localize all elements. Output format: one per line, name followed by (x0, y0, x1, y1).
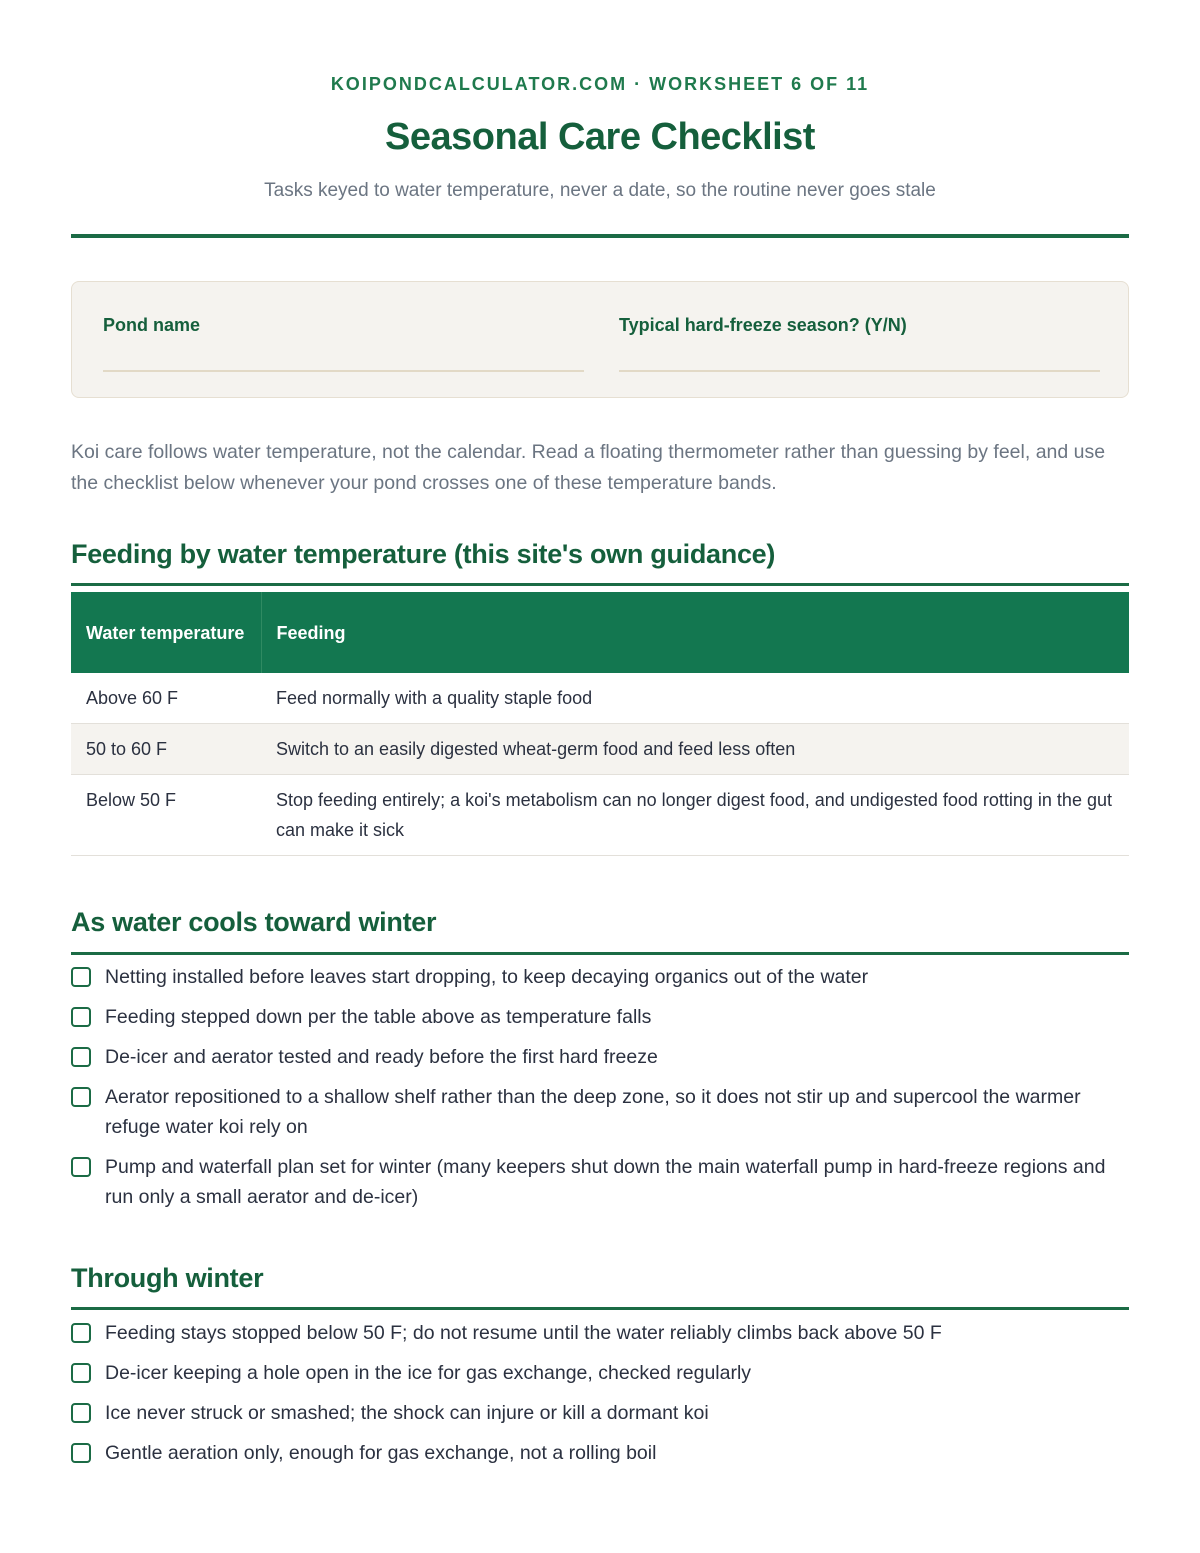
table-row (71, 673, 1129, 724)
cooling-checklist (71, 962, 1129, 1222)
site-worksheet-label: KOIPONDCALCULATOR.COM · WORKSHEET 6 OF 11 (330, 74, 870, 94)
checklist-item[interactable] (71, 1082, 1129, 1142)
feeding-cell: Stop feeding entirely; a koi's metabolism can no longer digest food, and undigested food rotting in the gut can make it sick (261, 775, 1129, 856)
feeding-cell: Feed normally with a quality staple food (261, 673, 1129, 724)
feeding-section-title: Feeding by water temperature (this site's own guidance) (71, 539, 776, 569)
checklist-item[interactable] (71, 1318, 1129, 1348)
hard-freeze-input-line[interactable] (619, 370, 1100, 372)
page-title: Seasonal Care Checklist (385, 116, 815, 158)
winter-checklist (71, 1318, 1129, 1478)
checklist-item-text: De-icer and aerator tested and ready before the first hard freeze (105, 1046, 658, 1068)
column-header-temperature: Water temperature (71, 592, 261, 673)
temperature-cell: 50 to 60 F (71, 724, 261, 775)
table-row (71, 724, 1129, 775)
temperature-cell: Below 50 F (71, 775, 261, 856)
checkbox[interactable] (71, 1443, 91, 1463)
feeding-cell: Switch to an easily digested wheat-germ food and feed less often (261, 724, 1129, 775)
hard-freeze-field[interactable] (619, 315, 1100, 372)
checkbox[interactable] (71, 1047, 91, 1067)
checklist-item[interactable] (71, 1398, 1129, 1428)
feeding-table (71, 592, 1129, 856)
checklist-item[interactable] (71, 1438, 1129, 1468)
checklist-item-text: Feeding stays stopped below 50 F; do not resume until the water reliably climbs back above 50 F (105, 1322, 942, 1344)
checkbox[interactable] (71, 967, 91, 987)
cooling-section-title: As water cools toward winter (71, 907, 437, 937)
winter-section-title: Through winter (71, 1263, 264, 1293)
cooling-section-divider (71, 952, 1129, 955)
checklist-item-text: Aerator repositioned to a shallow shelf rather than the deep zone, so it does not stir up and supercool the warmer refuge water koi rely on (105, 1086, 1081, 1138)
hard-freeze-label: Typical hard-freeze season? (Y/N) (619, 315, 907, 335)
winter-section-divider (71, 1307, 1129, 1310)
checklist-item-text: De-icer keeping a hole open in the ice for gas exchange, checked regularly (105, 1362, 752, 1384)
checklist-item-text: Gentle aeration only, enough for gas exchange, not a rolling boil (105, 1442, 657, 1464)
checkbox[interactable] (71, 1157, 91, 1177)
header-divider (71, 234, 1129, 238)
checklist-item-text: Netting installed before leaves start dropping, to keep decaying organics out of the water (105, 966, 869, 988)
intro-paragraph: Koi care follows water temperature, not the calendar. Read a floating thermometer rather than guessing by feel, and use the checklist below whenever your pond crosses one of these temperature bands. (71, 441, 1106, 494)
column-header-feeding: Feeding (261, 592, 1129, 673)
table-header-row (71, 592, 1129, 673)
checklist-item[interactable] (71, 1358, 1129, 1388)
checkbox[interactable] (71, 1087, 91, 1107)
checkbox[interactable] (71, 1323, 91, 1343)
checklist-item[interactable] (71, 1002, 1129, 1032)
pond-name-label: Pond name (103, 315, 201, 335)
checklist-item[interactable] (71, 1042, 1129, 1072)
checklist-item[interactable] (71, 1152, 1129, 1212)
pond-name-input-line[interactable] (103, 370, 584, 372)
pond-info-box (71, 281, 1129, 398)
temperature-cell: Above 60 F (71, 673, 261, 724)
checkbox[interactable] (71, 1363, 91, 1383)
checkbox[interactable] (71, 1007, 91, 1027)
checklist-item-text: Ice never struck or smashed; the shock can injure or kill a dormant koi (105, 1402, 709, 1424)
table-row (71, 775, 1129, 856)
pond-name-field[interactable] (103, 315, 584, 372)
checkbox[interactable] (71, 1403, 91, 1423)
feeding-section-divider (71, 583, 1129, 586)
checklist-item-text: Pump and waterfall plan set for winter (many keepers shut down the main waterfall pump in hard-freeze regions and run only a small aerator and de-icer) (105, 1156, 1106, 1208)
checklist-item[interactable] (71, 962, 1129, 992)
checklist-item-text: Feeding stepped down per the table above as temperature falls (105, 1006, 652, 1028)
page-subtitle: Tasks keyed to water temperature, never a date, so the routine never goes stale (264, 180, 936, 201)
